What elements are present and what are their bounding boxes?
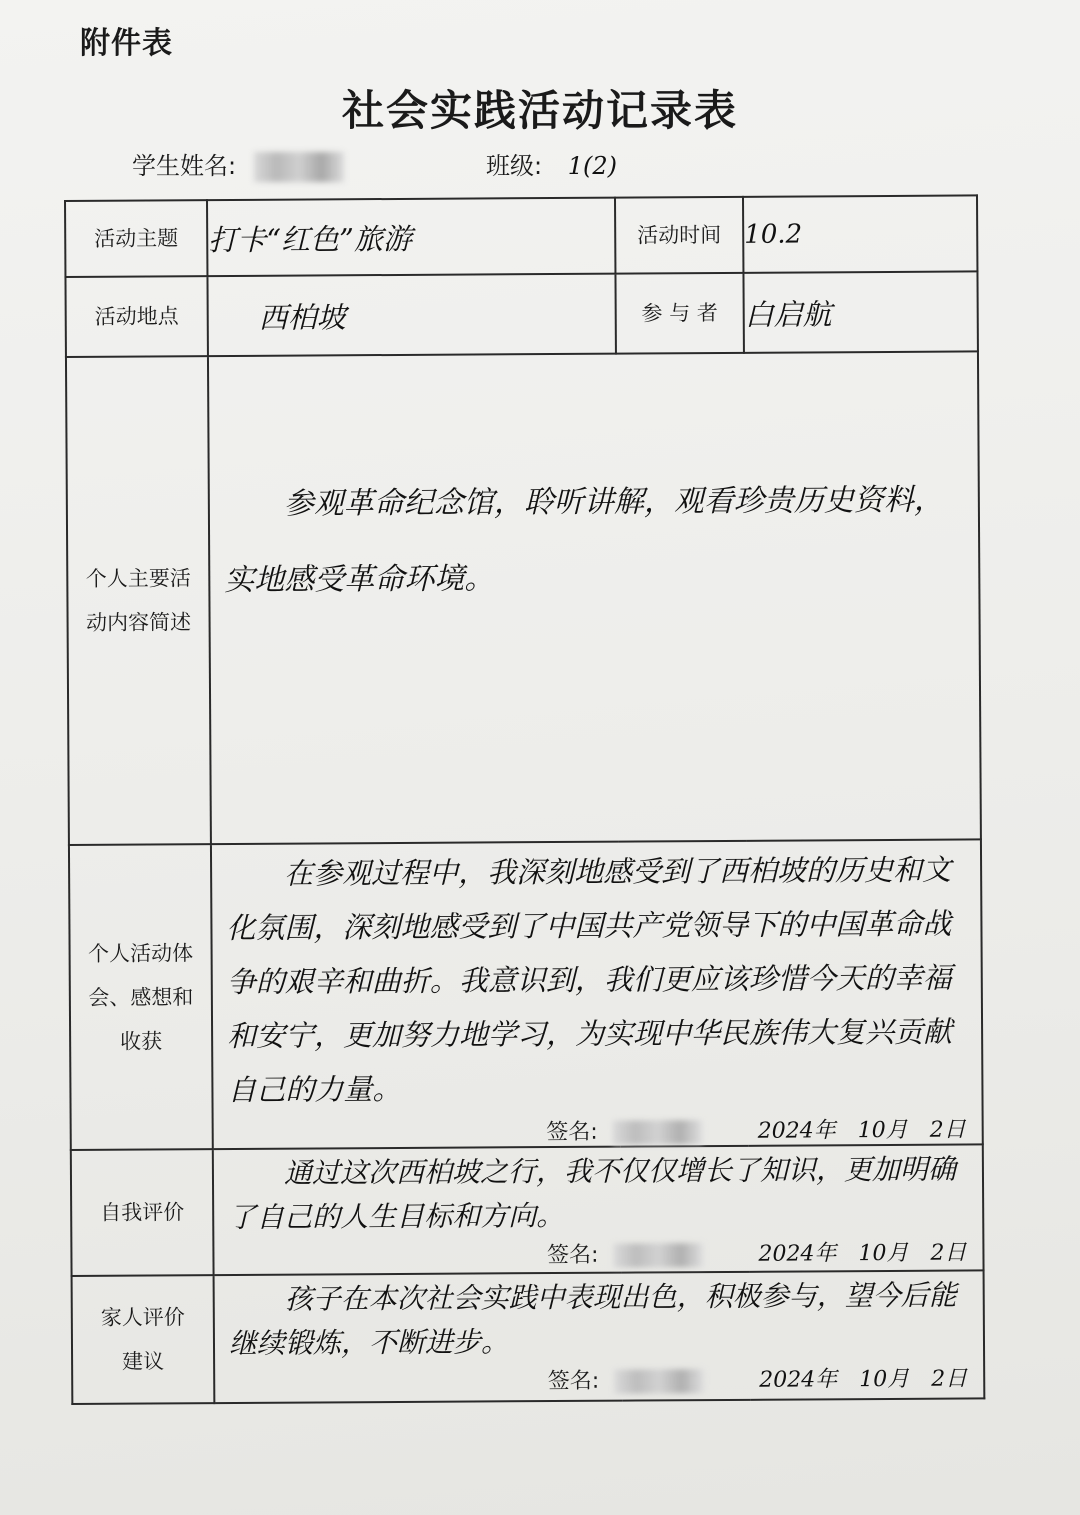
experience-signature-redacted xyxy=(613,1120,703,1145)
document-title: 社会实践活动记录表 xyxy=(341,86,738,135)
experience-row xyxy=(69,839,983,1150)
time-label: 活动时间 xyxy=(615,197,743,274)
place-value: 西柏坡 xyxy=(207,274,615,356)
place-row xyxy=(65,271,977,357)
summary-label-line1: 个人主要活 xyxy=(85,566,191,591)
student-name-label: 学生姓名: xyxy=(132,152,237,180)
family-eval-text: 孩子在本次社会实践中表现出色，积极参与，望今后能继续锻炼，不断进步。 xyxy=(228,1278,957,1361)
place-label: 活动地点 xyxy=(65,276,207,357)
attachment-label: 附件表 xyxy=(80,26,173,61)
class-label: 班级: xyxy=(486,152,543,180)
experience-label-line1: 个人活动体 xyxy=(88,940,194,966)
self-eval-signature-redacted xyxy=(613,1243,703,1268)
participant-value: 白启航 xyxy=(743,271,977,352)
class-field xyxy=(486,146,617,181)
theme-row xyxy=(65,195,977,277)
experience-content xyxy=(211,839,983,1149)
summary-row xyxy=(66,351,981,845)
summary-text: 参观革命纪念馆，聆听讲解，观看珍贵历史资料，实地感受革命环境。 xyxy=(224,482,944,599)
student-name-redacted xyxy=(254,152,344,182)
theme-label: 活动主题 xyxy=(65,200,207,277)
self-eval-sign-date: 2024年 10月 2日 xyxy=(758,1240,967,1267)
participant-label: 参 与 者 xyxy=(615,273,743,354)
record-table xyxy=(64,194,985,1405)
family-eval-content xyxy=(214,1270,985,1403)
class-value: 1(2) xyxy=(567,152,617,180)
self-eval-content xyxy=(213,1144,984,1275)
self-eval-sign-label: 签名: xyxy=(546,1242,599,1269)
self-eval-signature xyxy=(214,1235,982,1271)
experience-label-line2: 会、感想和 xyxy=(88,984,194,1010)
family-eval-sign-label: 签名: xyxy=(547,1368,600,1395)
experience-sign-date: 2024年 10月 2日 xyxy=(757,1117,966,1144)
family-eval-label-line2: 建议 xyxy=(122,1349,165,1374)
self-eval-row xyxy=(71,1144,984,1276)
family-eval-signature xyxy=(215,1361,983,1397)
summary-label xyxy=(66,356,211,845)
family-eval-signature-redacted xyxy=(614,1369,704,1394)
family-eval-label xyxy=(72,1275,215,1404)
self-eval-label: 自我评价 xyxy=(71,1149,214,1276)
time-value: 10.2 xyxy=(743,195,977,272)
experience-label xyxy=(69,844,213,1150)
summary-label-line2: 动内容简述 xyxy=(86,610,192,635)
experience-label-line3: 收获 xyxy=(120,1028,163,1054)
family-eval-sign-date: 2024年 10月 2日 xyxy=(759,1366,968,1393)
self-eval-text: 通过这次西柏坡之行，我不仅仅增长了知识，更加明确了自己的人生目标和方向。 xyxy=(228,1152,957,1235)
summary-content xyxy=(208,351,981,844)
student-name-field xyxy=(132,146,344,182)
family-eval-label-line1: 家人评价 xyxy=(100,1305,185,1330)
experience-text: 在参观过程中，我深刻地感受到了西柏坡的历史和文化氛围，深刻地感受到了中国共产党领导下的中国革命战争的艰辛和曲折。我意识到，我们更应该珍惜今天的幸福和安宁，更加努力地学习，为实现中华民族伟大复兴贡献自己的力量。 xyxy=(226,852,953,1108)
experience-signature xyxy=(214,1112,982,1148)
theme-value: 打卡“红色”旅游 xyxy=(207,198,615,276)
family-eval-row xyxy=(72,1270,985,1404)
experience-sign-label: 签名: xyxy=(546,1119,598,1146)
